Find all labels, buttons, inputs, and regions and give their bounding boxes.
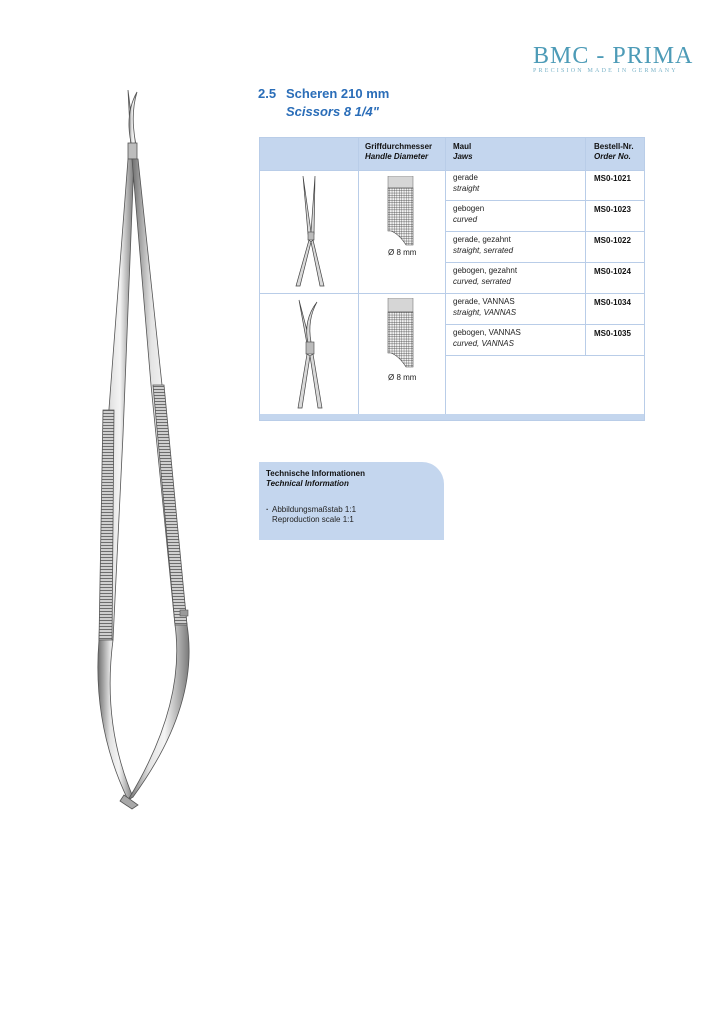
row-divider — [445, 200, 644, 201]
jaws-de: gebogen, VANNAS — [453, 328, 521, 337]
header-jaws — [453, 142, 473, 162]
jaws-en: straight, serrated — [453, 246, 514, 255]
brand-tagline: PRECISION MADE IN GERMANY — [533, 68, 678, 74]
order-number: MS0-1024 — [594, 267, 631, 276]
header-diameter-de: Griffdurchmesser — [365, 142, 433, 151]
info-bullet-en: Reproduction scale 1:1 — [272, 515, 354, 524]
technical-info-box — [259, 462, 444, 540]
order-number: MS0-1021 — [594, 174, 631, 183]
section-heading — [258, 85, 389, 119]
handle-diameter-knurl-thumbnail — [387, 298, 414, 368]
row-divider — [260, 170, 644, 171]
info-title-de: Technische Informationen — [266, 469, 365, 478]
info-bullet-de: Abbildungsmaßstab 1:1 — [272, 505, 357, 514]
info-title-en: Technical Information — [266, 479, 349, 488]
section-title-en: Scissors 8 1/4" — [286, 104, 379, 119]
info-title — [266, 469, 365, 489]
order-number: MS0-1023 — [594, 205, 631, 214]
header-jaws-en: Jaws — [453, 152, 473, 161]
table-footer-bar — [260, 414, 644, 420]
jaws-de: gerade, VANNAS — [453, 297, 515, 306]
diameter-value: Ø 8 mm — [388, 373, 417, 382]
jaws-en: straight — [453, 184, 480, 193]
scissors-full-illustration — [40, 85, 230, 815]
header-order-de: Bestell-Nr. — [594, 142, 634, 151]
order-number: MS0-1035 — [594, 329, 631, 338]
straight-scissors-thumbnail — [293, 174, 327, 288]
jaws-de: gerade — [453, 173, 478, 182]
row-divider — [445, 262, 644, 263]
column-divider — [445, 138, 446, 414]
order-number: MS0-1022 — [594, 236, 631, 245]
section-number: 2.5 — [258, 86, 277, 101]
section-title-de: Scheren 210 mm — [286, 86, 390, 101]
header-diameter — [365, 142, 432, 162]
row-divider — [445, 324, 644, 325]
column-divider — [358, 138, 359, 414]
brand-logo — [533, 43, 694, 74]
jaws-en: curved — [453, 215, 478, 224]
row-divider — [445, 355, 644, 356]
order-number: MS0-1034 — [594, 298, 631, 307]
header-order — [594, 142, 634, 162]
jaws-en: curved, serrated — [453, 277, 511, 286]
row-divider — [260, 293, 644, 294]
header-order-en: Order No. — [594, 152, 631, 161]
jaws-de: gebogen, gezahnt — [453, 266, 518, 275]
handle-diameter-knurl-thumbnail — [387, 176, 414, 246]
table-header — [260, 138, 644, 170]
brand-name: BMC - PRIMA — [533, 43, 694, 69]
jaws-de: gebogen — [453, 204, 485, 213]
vannas-scissors-thumbnail — [293, 298, 327, 410]
info-bullet — [266, 505, 356, 525]
jaws-en: curved, VANNAS — [453, 339, 514, 348]
product-table — [259, 137, 645, 421]
jaws-de: gerade, gezahnt — [453, 235, 511, 244]
header-jaws-de: Maul — [453, 142, 472, 151]
bullet-dot: · — [266, 505, 269, 514]
header-diameter-en: Handle Diameter — [365, 152, 429, 161]
row-divider — [445, 231, 644, 232]
jaws-en: straight, VANNAS — [453, 308, 517, 317]
diameter-value: Ø 8 mm — [388, 248, 417, 257]
